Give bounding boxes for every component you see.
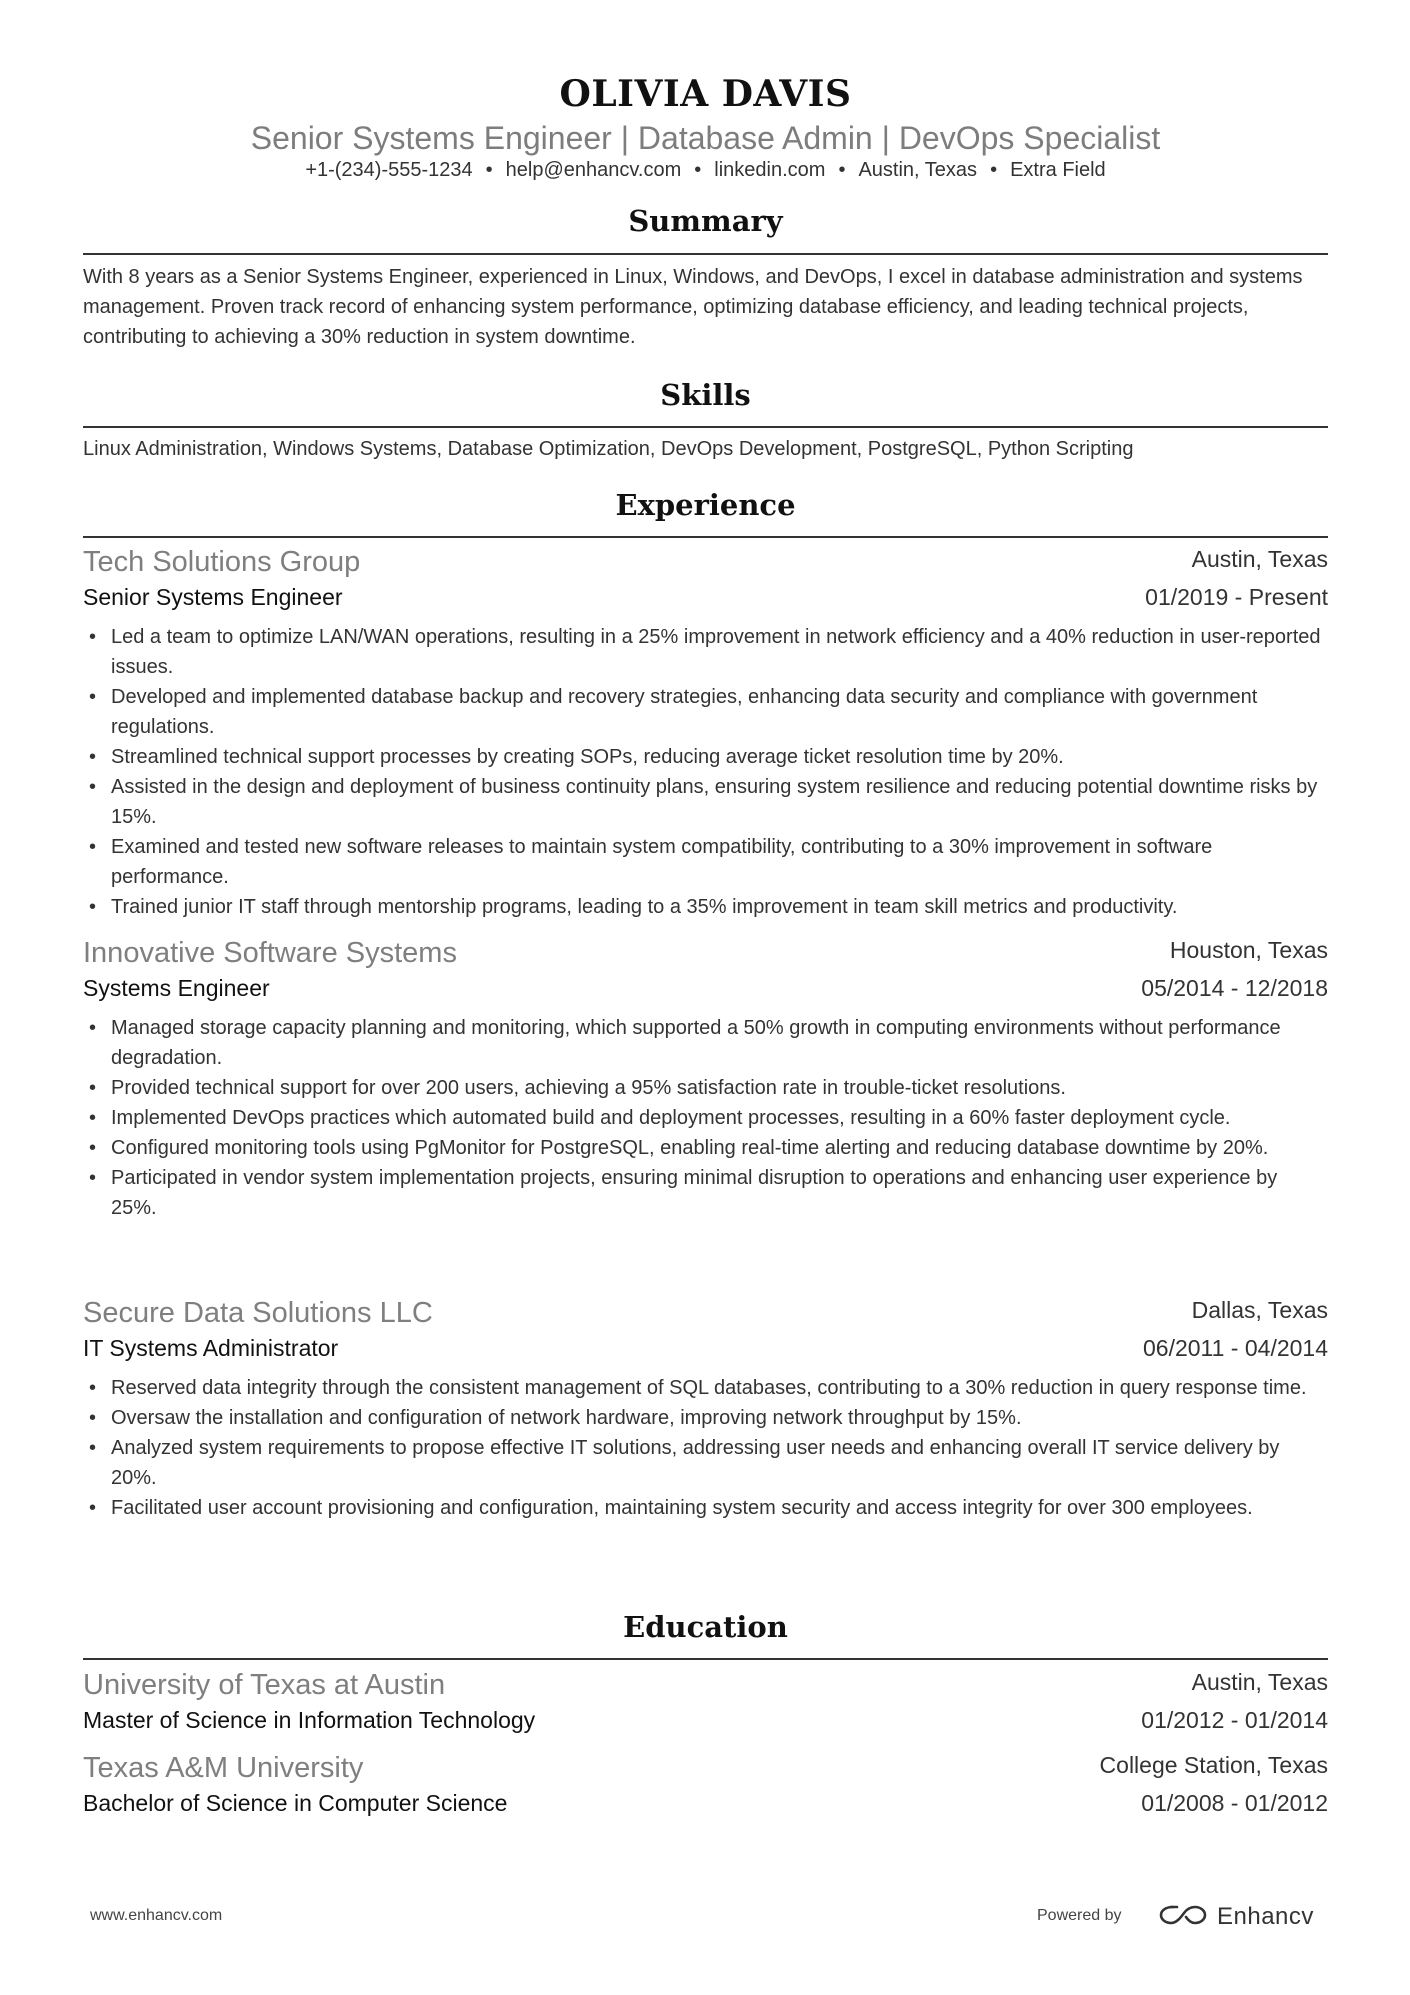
achievement-list (83, 1013, 1328, 1223)
education-entry (83, 1667, 1328, 1739)
achievement-item: • Participated in vendor system implementation projects, ensuring minimal disruption to operations and enhancing user experience by 25%. (83, 1163, 1328, 1223)
job-location: Houston, Texas (1169, 937, 1328, 963)
job-location: Dallas, Texas (1191, 1297, 1328, 1323)
job-title: Senior Systems Engineer (83, 584, 343, 610)
education-entry (83, 1750, 1328, 1822)
bullet-separator: • (485, 159, 493, 181)
achievement-item: • Analyzed system requirements to propose effective IT solutions, addressing user needs and enhancing overall IT service delivery by 20%. (83, 1433, 1328, 1493)
achievement-item: • Configured monitoring tools using PgMonitor for PostgreSQL, enabling real-time alerting and reducing database downtime by 20%. (83, 1133, 1328, 1163)
company-name: Secure Data Solutions LLC (83, 1297, 433, 1329)
enhancv-logo-icon (1157, 1902, 1209, 1933)
headline: Senior Systems Engineer | Database Admin | DevOps Specialist (250, 120, 1161, 156)
experience-heading: Experience (615, 488, 796, 522)
contact-line (83, 156, 1328, 184)
section-divider (83, 536, 1328, 538)
achievement-item: • Provided technical support for over 200 users, achieving a 95% satisfaction rate in trouble-ticket resolutions. (83, 1073, 1328, 1103)
degree: Bachelor of Science in Computer Science (83, 1790, 508, 1816)
education-dates: 01/2012 - 01/2014 (1141, 1707, 1328, 1733)
job-location: Austin, Texas (1191, 546, 1328, 572)
education-heading: Education (623, 1610, 788, 1644)
job-dates: 01/2019 - Present (1145, 584, 1328, 610)
achievement-item: • Trained junior IT staff through mentorship programs, leading to a 35% improvement in team skill metrics and productivity. (83, 892, 1328, 922)
email-link[interactable]: help@enhancv.com (505, 159, 682, 181)
achievement-item: • Led a team to optimize LAN/WAN operations, resulting in a 25% improvement in network efficiency and a 40% reduction in user-reported issues. (83, 622, 1328, 682)
section-divider (83, 253, 1328, 255)
education-dates: 01/2008 - 01/2012 (1141, 1790, 1328, 1816)
bullet-separator: • (694, 159, 702, 181)
candidate-name: OLIVIA DAVIS (559, 73, 852, 115)
company-name: Tech Solutions Group (83, 546, 361, 578)
company-name: Innovative Software Systems (83, 937, 457, 969)
school-location: Austin, Texas (1191, 1669, 1328, 1695)
school-name: Texas A&M University (83, 1752, 364, 1784)
achievement-item: • Assisted in the design and deployment of business continuity plans, ensuring system resilience and reducing potential downtime risks by 15%. (83, 772, 1328, 832)
job-dates: 06/2011 - 04/2014 (1142, 1335, 1328, 1361)
section-divider (83, 426, 1328, 428)
school-location: College Station, Texas (1099, 1752, 1328, 1778)
job-title: Systems Engineer (83, 975, 270, 1001)
experience-entry (83, 935, 1328, 1223)
achievement-item: • Streamlined technical support processes by creating SOPs, reducing average ticket resolution time by 20%. (83, 742, 1328, 772)
school-name: University of Texas at Austin (83, 1669, 446, 1701)
achievement-item: • Developed and implemented database backup and recovery strategies, enhancing data security and compliance with government regulations. (83, 682, 1328, 742)
degree: Master of Science in Information Technology (83, 1707, 536, 1733)
powered-by-label: Powered by (1037, 1907, 1122, 1924)
extra-field: Extra Field (1010, 159, 1106, 181)
skills-heading: Skills (660, 378, 751, 412)
bullet-separator: • (838, 159, 846, 181)
phone: +1-(234)-555-1234 (305, 159, 473, 181)
achievement-item: • Examined and tested new software releases to maintain system compatibility, contributing to a 30% improvement in software performance. (83, 832, 1328, 892)
achievement-item: • Facilitated user account provisioning and configuration, maintaining system security and access integrity for over 300 employees. (83, 1493, 1328, 1523)
achievement-list (83, 622, 1328, 922)
job-dates: 05/2014 - 12/2018 (1141, 975, 1328, 1001)
summary-text: With 8 years as a Senior Systems Engineer, experienced in Linux, Windows, and DevOps, I excel in database administration and systems management. Proven track record of enhancing system performance, optimizing database efficiency, and leading technical projects, contributing to achieving a 30% reduction in system downtime. (83, 266, 1303, 348)
section-divider (83, 1658, 1328, 1660)
achievement-item: • Oversaw the installation and configuration of network hardware, improving network throughput by 15%. (83, 1403, 1328, 1433)
experience-entry (83, 1295, 1328, 1523)
achievement-item: • Implemented DevOps practices which automated build and deployment processes, resulting in a 60% faster deployment cycle. (83, 1103, 1328, 1133)
skills-text: Linux Administration, Windows Systems, Database Optimization, DevOps Development, PostgreSQL, Python Scripting (83, 438, 1134, 460)
achievement-item: • Managed storage capacity planning and monitoring, which supported a 50% growth in computing environments without performance degradation. (83, 1013, 1328, 1073)
experience-entry (83, 544, 1328, 922)
brand-name: Enhancv (1217, 1903, 1314, 1930)
summary-heading: Summary (628, 204, 783, 238)
achievement-item: • Reserved data integrity through the consistent management of SQL databases, contributing to a 30% reduction in query response time. (83, 1373, 1328, 1403)
linkedin-link[interactable]: linkedin.com (714, 159, 826, 181)
achievement-list (83, 1373, 1328, 1523)
footer-website-link[interactable]: www.enhancv.com (90, 1907, 223, 1924)
bullet-separator: • (990, 159, 998, 181)
location: Austin, Texas (858, 159, 978, 181)
job-title: IT Systems Administrator (83, 1335, 339, 1361)
